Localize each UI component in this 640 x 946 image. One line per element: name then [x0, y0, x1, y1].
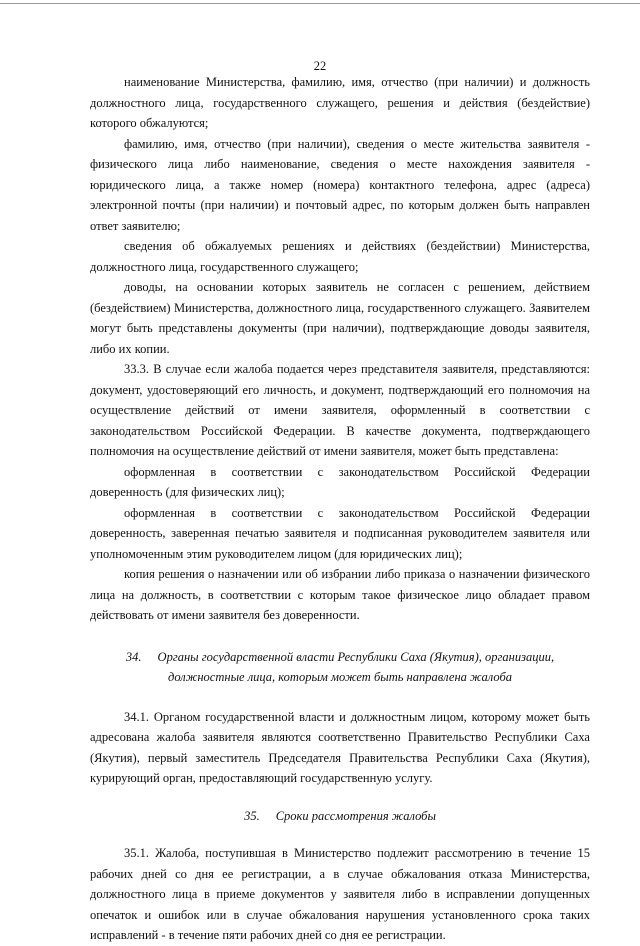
paragraph-33-3: 33.3. В случае если жалоба подается через представителя заявителя, представляются: документ, удостоверяющий его личность, и документ, подтверждающий его полномочия на осуществление действий от имени заявителя, оформленный в соответствии с законодательством Российской Федерации. В качестве документа, подтверждающего полномочия на осуществление действий от имени заявителя, может быть представлена: [90, 362, 590, 458]
paragraph-35-1: 35.1. Жалоба, поступившая в Министерство подлежит рассмотрению в течение 15 рабочих дней со дня ее регистрации, а в случае обжалования отказа Министерства, должностного лица в приеме документов у заявителя либо в исправлении допущенных опечаток и ошибок или в случае обжалования нарушения установленного срока таких исправлений - в течение пяти рабочих дней со дня ее регистрации. [90, 846, 590, 942]
paragraph-applicant-details: фамилию, имя, отчество (при наличии), сведения о месте жительства заявителя - физического лица либо наименование, сведения о месте нахождения заявителя - юридического лица, а также номер (номера) контактного телефона, адрес (адреса) электронной почты (при наличии) и почтовый адрес, по которым должен быть направлен ответ заявителю; [90, 136, 590, 233]
section-34-number: 34. [125, 649, 142, 664]
paragraph-ministry-name: наименование Министерства, фамилию, имя, отчество (при наличии) и должность должностного лица, государственного служащего, решения и действия (бездействие) которого обжалуются; [90, 75, 590, 130]
paragraph-power-of-attorney-legal: оформленная в соответствии с законодательством Российской Федерации доверенность, заверенная печатью заявителя и подписанная руководителем заявителя или уполномоченным этим руководителем лицом (для юридических лиц); [90, 505, 590, 561]
paragraph-arguments: доводы, на основании которых заявитель не согласен с решением, действием (бездействием) Министерства, должностного лица, государственного служащего. Заявителем могут быть представлены документы (при наличии), подтверждающие доводы заявителя, либо их копии. [90, 280, 590, 356]
paragraph-appealed-decisions: сведения об обжалуемых решениях и действиях (бездействии) Министерства, должностного лица, государственного служащего; [90, 239, 590, 274]
paragraph-34-1: 34.1. Органом государственной власти и должностным лицом, которому может быть адресована жалоба заявителя являются соответственно Правительство Республики Саха (Якутия), первый заместитель Председателя Правительства Республики Саха (Якутия), курирующий орган, предоставляющий государственную услугу. [90, 709, 590, 785]
paragraph-appointment-copy: копия решения о назначении или об избрании либо приказа о назначении физического лица на должность, в соответствии с которым такое физическое лицо обладает правом действовать от имени заявителя без доверенности. [90, 567, 590, 622]
paragraph-power-of-attorney-individuals: оформленная в соответствии с законодательством Российской Федерации доверенность (для физических лиц); [90, 464, 590, 499]
document-body [90, 72, 590, 946]
section-35-title: Сроки рассмотрения жалобы [275, 808, 436, 823]
page-number: 22 [313, 59, 327, 73]
section-34-title-line2: должностные лица, которым может быть направлена жалоба [168, 670, 512, 684]
scan-edge-line [0, 0, 640, 4]
section-35-number: 35. [244, 808, 260, 823]
section-35-heading [90, 806, 590, 827]
section-34-title-line1: 34. Органы государственной власти Республики Саха (Якутия), организации, [125, 649, 555, 664]
section-34-heading [90, 647, 590, 688]
